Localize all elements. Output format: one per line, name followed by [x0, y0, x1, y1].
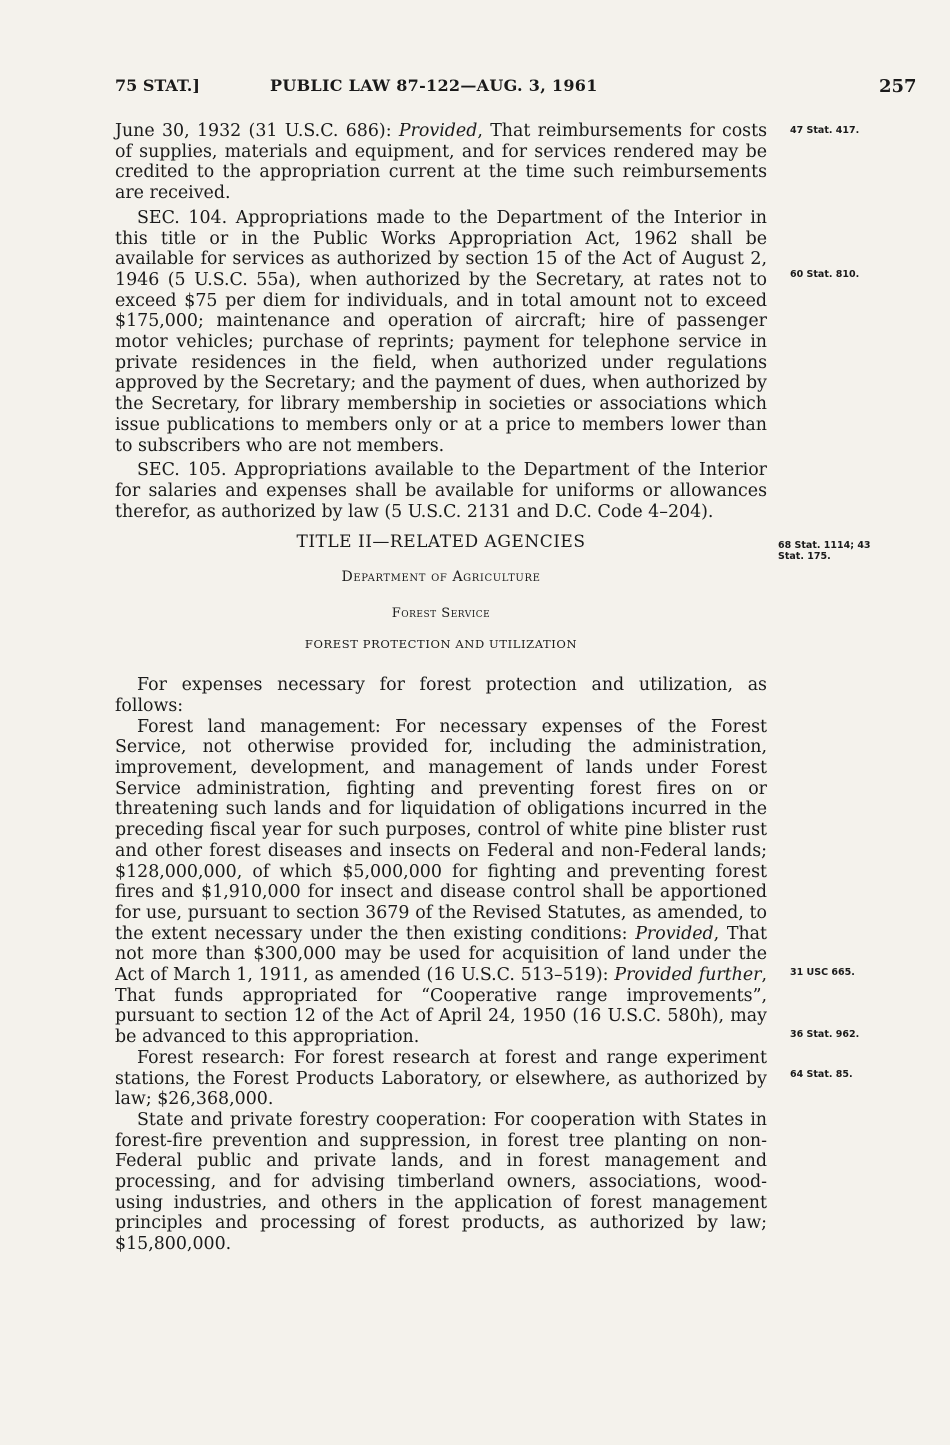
section-104: SEC. 104. Appropriations made to the Department of the Interior in this title or in the Public Works Appropriation Act, 1962 shall be available for services as authorized by section 15 of the Act of August 2, 1946 (5 U.S.C. 55a), when authorized by the Secretary, at rates not to exceed $75 per diem for individuals, and in total amount not to exceed $175,000; maintenance and operation of aircraft; hire of passenger motor vehicles; purchase of reprints; payment for telephone service in private residences in the field, when authorized under regulations approved by the Secretary; and the payment of dues, when authorized by the Secretary, for library membership in societies or associations which issue publications to members only or at a price to members lower than to subscribers who are not members. — [115, 207, 767, 456]
margin-citation: 60 Stat. 810. — [790, 269, 860, 280]
page-number: 257 — [879, 76, 917, 97]
law-title: PUBLIC LAW 87-122—AUG. 3, 1961 — [270, 76, 598, 95]
margin-citation: 64 Stat. 85. — [790, 1069, 853, 1080]
margin-citation: 47 Stat. 417. — [790, 125, 860, 136]
department-heading: Department of Agriculture — [341, 569, 541, 586]
forest-research: Forest research: For forest research at forest and range experiment stations, the Forest Products Laboratory, or elsewhere, as authorized by law; $26,368,000. — [115, 1047, 767, 1110]
main-text — [115, 121, 767, 1255]
paragraph: For expenses necessary for forest protection and utilization, as follows: — [115, 675, 767, 716]
agency-heading: Forest Service — [391, 605, 491, 621]
paragraph: June 30, 1932 (31 U.S.C. 686): Provided, That reimbursements for costs of supplies, materials and equipment, and for services rendered may be credited to the appropriation current at the time such reimbursements are received. — [115, 121, 768, 204]
appropriation-heading: FOREST PROTECTION AND UTILIZATION — [304, 637, 578, 652]
margin-citation: 31 USC 665. — [790, 967, 855, 978]
stat-volume: 75 STAT.] — [115, 76, 200, 95]
state-private-forestry: State and private forestry cooperation: For cooperation with States in forest-fire prevention and suppression, in forest tree planting on non-Federal public and private lands, and in forest management and processing, and for advising timberland owners, associations, wood-using industries, and others in the application of forest management principles and processing of forest products, as authorized by law; $15,800,000. — [115, 1109, 767, 1255]
running-header — [115, 76, 915, 100]
margin-citation — [778, 540, 871, 562]
margin-citation-line: Stat. 175. — [778, 551, 831, 562]
margin-citation-line: 68 Stat. 1114; 43 — [778, 540, 871, 551]
section-105: SEC. 105. Appropriations available to the Department of the Interior for salaries and expenses shall be available for uniforms or allowances therefor, as authorized by law (5 U.S.C. 2131 and D.C. Code 4–204). — [115, 460, 767, 522]
margin-citation: 36 Stat. 962. — [790, 1029, 860, 1040]
title-heading: TITLE II—RELATED AGENCIES — [296, 532, 586, 553]
forest-land-management: Forest land management: For necessary expenses of the Forest Service, not otherwise provided for, including the administration, improvement, development, and management of lands under Forest Service administration, fighting and preventing forest fires on or threatening such lands and for liquidation of obligations incurred in the preceding fiscal year for such purposes, control of white pine blister rust and other forest diseases and insects on Federal and non-Federal lands; $128,000,000, of which $5,000,000 for fighting and preventing forest fires and $1,910,000 for insect and disease control shall be apportioned for use, pursuant to section 3679 of the Revised Statutes, as amended, to the extent necessary under the then existing conditions: Provided, That not more than $300,000 may be used for acquisition of land under the Act of March 1, 1911, as amended (16 U.S.C. 513–519): Provided further, That funds appropriated for “Cooperative range improvements”, pursuant to section 12 of the Act of April 24, 1950 (16 U.S.C. 580h), may be advanced to this appropriation. — [115, 716, 768, 1048]
